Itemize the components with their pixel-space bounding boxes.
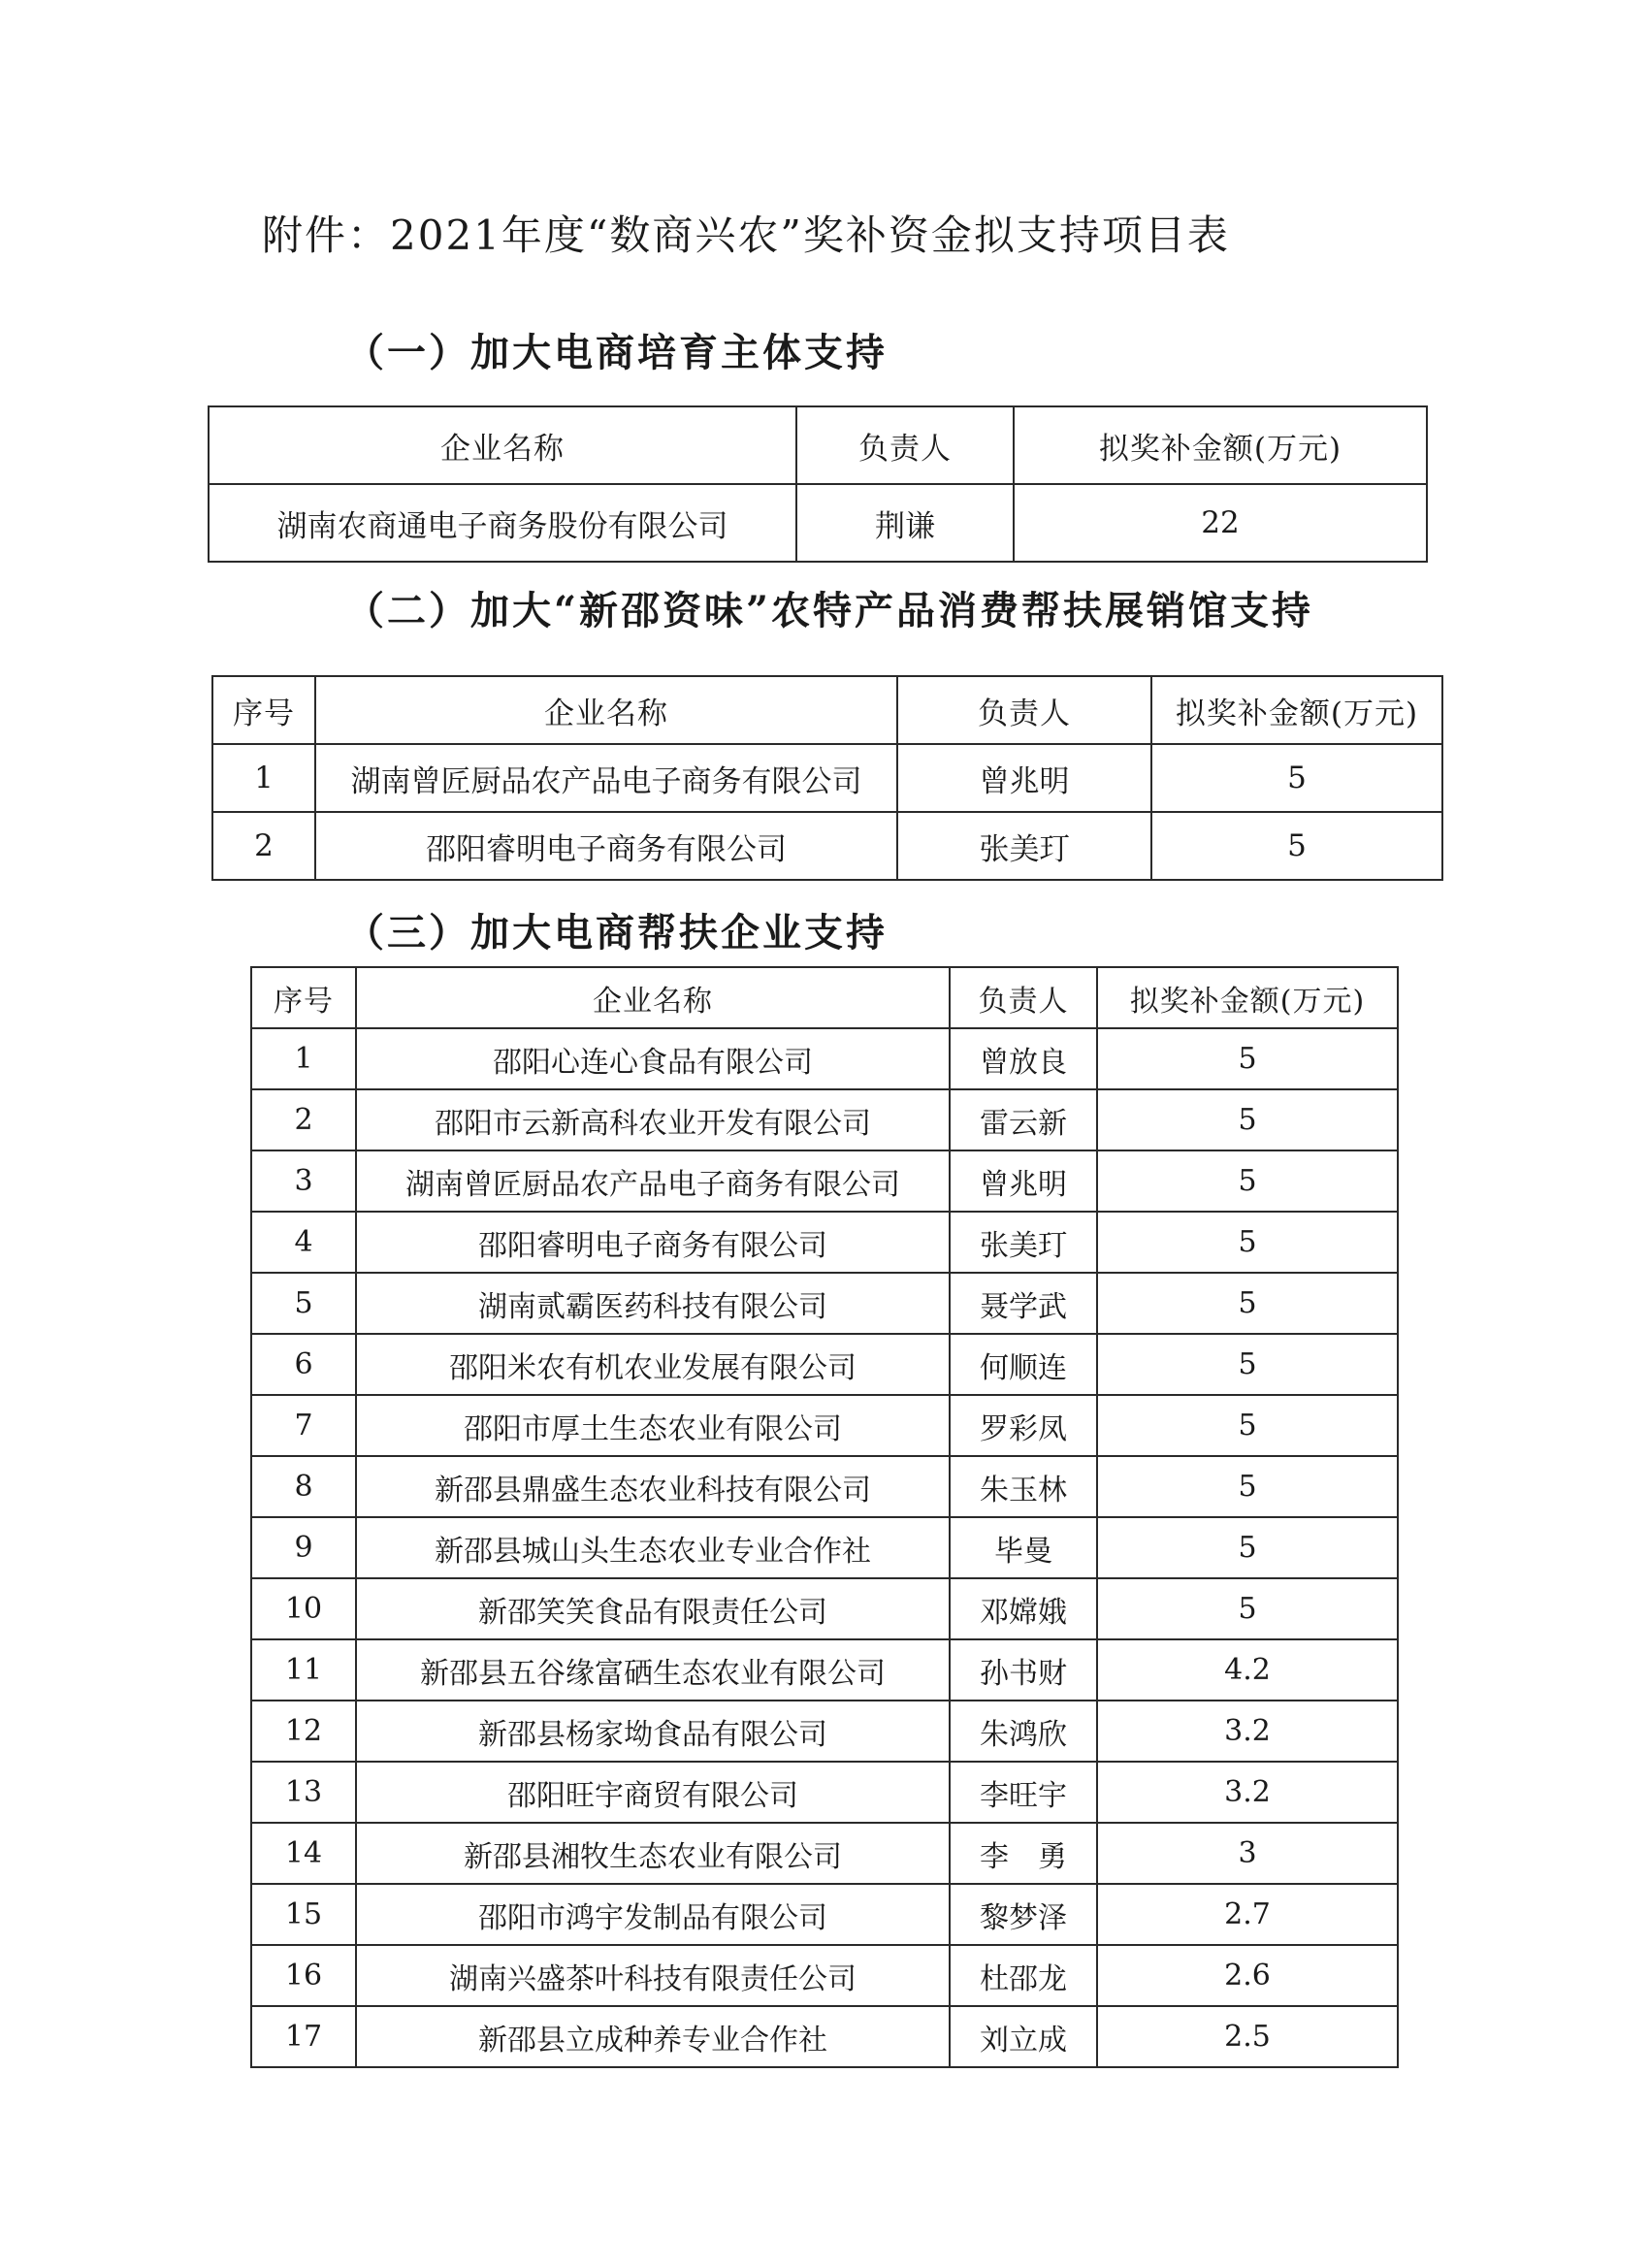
amount-cell: 5 bbox=[1097, 1456, 1398, 1517]
company-cell: 邵阳旺宇商贸有限公司 bbox=[356, 1762, 950, 1823]
person-cell: 毕曼 bbox=[950, 1517, 1097, 1578]
section-1-heading: （一）加大电商培育主体支持 bbox=[345, 330, 888, 375]
header-company: 企业名称 bbox=[356, 967, 950, 1028]
table-row bbox=[251, 1884, 1398, 1945]
document-title: 附件：2021年度“数商兴农”奖补资金拟支持项目表 bbox=[262, 211, 1230, 259]
amount-cell: 22 bbox=[1014, 484, 1427, 562]
table-row bbox=[251, 1089, 1398, 1150]
amount-cell: 5 bbox=[1097, 1212, 1398, 1273]
table-row bbox=[251, 1273, 1398, 1334]
amount-cell: 3.2 bbox=[1097, 1701, 1398, 1762]
table-row bbox=[251, 2006, 1398, 2067]
company-cell: 新邵笑笑食品有限责任公司 bbox=[356, 1578, 950, 1639]
amount-cell: 2.7 bbox=[1097, 1884, 1398, 1945]
person-cell: 朱玉林 bbox=[950, 1456, 1097, 1517]
company-cell: 湖南兴盛茶叶科技有限责任公司 bbox=[356, 1945, 950, 2006]
header-person: 负责人 bbox=[796, 406, 1014, 484]
company-cell: 邵阳心连心食品有限公司 bbox=[356, 1028, 950, 1089]
amount-cell: 3 bbox=[1097, 1823, 1398, 1884]
table-row bbox=[212, 812, 1442, 880]
header-company: 企业名称 bbox=[209, 406, 796, 484]
no-cell: 7 bbox=[251, 1395, 356, 1456]
person-cell: 邓嫦娥 bbox=[950, 1578, 1097, 1639]
amount-cell: 5 bbox=[1097, 1334, 1398, 1395]
table-row bbox=[212, 744, 1442, 812]
company-cell: 新邵县湘牧生态农业有限公司 bbox=[356, 1823, 950, 1884]
company-cell: 邵阳市鸿宇发制品有限公司 bbox=[356, 1884, 950, 1945]
table-row bbox=[251, 1578, 1398, 1639]
person-cell: 罗彩凤 bbox=[950, 1395, 1097, 1456]
person-cell: 李旺宇 bbox=[950, 1762, 1097, 1823]
amount-cell: 5 bbox=[1097, 1028, 1398, 1089]
no-cell: 3 bbox=[251, 1150, 356, 1212]
company-cell: 邵阳米农有机农业发展有限公司 bbox=[356, 1334, 950, 1395]
company-cell: 新邵县城山头生态农业专业合作社 bbox=[356, 1517, 950, 1578]
table-header-row bbox=[251, 967, 1398, 1028]
company-cell: 邵阳市云新高科农业开发有限公司 bbox=[356, 1089, 950, 1150]
person-cell: 曾兆明 bbox=[897, 744, 1151, 812]
company-cell: 邵阳市厚土生态农业有限公司 bbox=[356, 1395, 950, 1456]
company-cell: 新邵县鼎盛生态农业科技有限公司 bbox=[356, 1456, 950, 1517]
amount-cell: 3.2 bbox=[1097, 1762, 1398, 1823]
table-row bbox=[251, 1150, 1398, 1212]
header-company: 企业名称 bbox=[315, 676, 897, 744]
table-row bbox=[251, 1823, 1398, 1884]
company-cell: 湖南曾匠厨品农产品电子商务有限公司 bbox=[356, 1150, 950, 1212]
header-no: 序号 bbox=[251, 967, 356, 1028]
amount-cell: 5 bbox=[1151, 744, 1442, 812]
table-row bbox=[251, 1517, 1398, 1578]
no-cell: 2 bbox=[212, 812, 315, 880]
person-cell: 聂学武 bbox=[950, 1273, 1097, 1334]
amount-cell: 5 bbox=[1097, 1395, 1398, 1456]
company-cell: 湖南农商通电子商务股份有限公司 bbox=[209, 484, 796, 562]
no-cell: 15 bbox=[251, 1884, 356, 1945]
person-cell: 何顺连 bbox=[950, 1334, 1097, 1395]
person-cell: 黎梦泽 bbox=[950, 1884, 1097, 1945]
person-cell: 杜邵龙 bbox=[950, 1945, 1097, 2006]
no-cell: 13 bbox=[251, 1762, 356, 1823]
table-header-row bbox=[209, 406, 1427, 484]
amount-cell: 5 bbox=[1097, 1517, 1398, 1578]
no-cell: 9 bbox=[251, 1517, 356, 1578]
company-cell: 邵阳睿明电子商务有限公司 bbox=[356, 1212, 950, 1273]
table-row bbox=[251, 1212, 1398, 1273]
no-cell: 11 bbox=[251, 1639, 356, 1701]
table-row bbox=[251, 1395, 1398, 1456]
table-row bbox=[251, 1701, 1398, 1762]
no-cell: 14 bbox=[251, 1823, 356, 1884]
table-row bbox=[251, 1456, 1398, 1517]
header-person: 负责人 bbox=[897, 676, 1151, 744]
no-cell: 5 bbox=[251, 1273, 356, 1334]
person-cell: 张美玎 bbox=[897, 812, 1151, 880]
header-amount: 拟奖补金额(万元) bbox=[1014, 406, 1427, 484]
amount-cell: 2.6 bbox=[1097, 1945, 1398, 2006]
amount-cell: 5 bbox=[1097, 1578, 1398, 1639]
person-cell: 雷云新 bbox=[950, 1089, 1097, 1150]
section-3-heading: （三）加大电商帮扶企业支持 bbox=[345, 910, 888, 956]
person-cell: 曾兆明 bbox=[950, 1150, 1097, 1212]
no-cell: 8 bbox=[251, 1456, 356, 1517]
section-2-heading: （二）加大“新邵资味”农特产品消费帮扶展销馆支持 bbox=[345, 588, 1314, 633]
person-cell: 朱鸿欣 bbox=[950, 1701, 1097, 1762]
no-cell: 2 bbox=[251, 1089, 356, 1150]
person-cell: 刘立成 bbox=[950, 2006, 1097, 2067]
company-cell: 湖南贰霸医药科技有限公司 bbox=[356, 1273, 950, 1334]
no-cell: 10 bbox=[251, 1578, 356, 1639]
no-cell: 16 bbox=[251, 1945, 356, 2006]
amount-cell: 5 bbox=[1151, 812, 1442, 880]
table-row bbox=[251, 1945, 1398, 2006]
person-cell: 曾放良 bbox=[950, 1028, 1097, 1089]
table-row bbox=[251, 1639, 1398, 1701]
section-1-table bbox=[208, 405, 1428, 563]
no-cell: 1 bbox=[251, 1028, 356, 1089]
table-row bbox=[251, 1762, 1398, 1823]
amount-cell: 2.5 bbox=[1097, 2006, 1398, 2067]
amount-cell: 5 bbox=[1097, 1089, 1398, 1150]
table-row bbox=[251, 1028, 1398, 1089]
person-cell: 李 勇 bbox=[950, 1823, 1097, 1884]
no-cell: 17 bbox=[251, 2006, 356, 2067]
company-cell: 新邵县五谷缘富硒生态农业有限公司 bbox=[356, 1639, 950, 1701]
person-cell: 张美玎 bbox=[950, 1212, 1097, 1273]
amount-cell: 4.2 bbox=[1097, 1639, 1398, 1701]
table-header-row bbox=[212, 676, 1442, 744]
no-cell: 6 bbox=[251, 1334, 356, 1395]
no-cell: 12 bbox=[251, 1701, 356, 1762]
section-3-table bbox=[250, 966, 1399, 2068]
section-2-table bbox=[211, 675, 1443, 881]
company-cell: 新邵县杨家坳食品有限公司 bbox=[356, 1701, 950, 1762]
header-amount: 拟奖补金额(万元) bbox=[1097, 967, 1398, 1028]
person-cell: 荆谦 bbox=[796, 484, 1014, 562]
header-person: 负责人 bbox=[950, 967, 1097, 1028]
header-amount: 拟奖补金额(万元) bbox=[1151, 676, 1442, 744]
amount-cell: 5 bbox=[1097, 1273, 1398, 1334]
person-cell: 孙书财 bbox=[950, 1639, 1097, 1701]
company-cell: 邵阳睿明电子商务有限公司 bbox=[315, 812, 897, 880]
header-no: 序号 bbox=[212, 676, 315, 744]
company-cell: 新邵县立成种养专业合作社 bbox=[356, 2006, 950, 2067]
no-cell: 1 bbox=[212, 744, 315, 812]
amount-cell: 5 bbox=[1097, 1150, 1398, 1212]
table-row bbox=[251, 1334, 1398, 1395]
table-row bbox=[209, 484, 1427, 562]
company-cell: 湖南曾匠厨品农产品电子商务有限公司 bbox=[315, 744, 897, 812]
no-cell: 4 bbox=[251, 1212, 356, 1273]
